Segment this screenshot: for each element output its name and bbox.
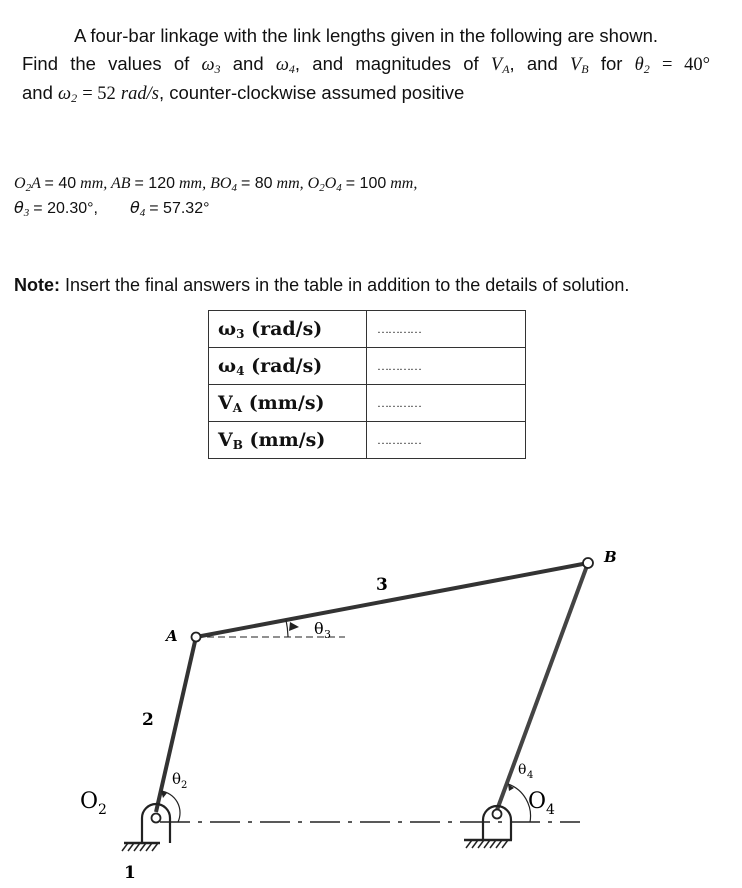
row-symbol: ω bbox=[218, 355, 237, 377]
row-unit: (rad/s) bbox=[251, 355, 323, 377]
label-o4-sub: 4 bbox=[546, 802, 555, 818]
label-theta2 bbox=[172, 770, 187, 791]
va-symbol: $V_A$ bbox=[490, 55, 510, 76]
theta3-value: = 20.30°, bbox=[33, 200, 98, 217]
label-o4-letter: O bbox=[528, 789, 547, 814]
joint-b bbox=[583, 558, 593, 568]
problem-line-1: A four-bar linkage with the link lengths given in the following are shown. bbox=[73, 25, 659, 46]
row-symbol: V bbox=[218, 392, 233, 414]
label-theta4 bbox=[518, 762, 533, 781]
label-a: A bbox=[166, 627, 178, 645]
row-symbol: ω bbox=[218, 318, 237, 340]
omega4-symbol: $\omega_4$ bbox=[275, 55, 295, 76]
row-unit: (rad/s) bbox=[251, 318, 323, 340]
omega4-answer-cell[interactable]: ………… bbox=[367, 348, 526, 385]
label-theta3 bbox=[314, 619, 331, 641]
row-subscript: B bbox=[232, 438, 243, 452]
label-theta3-letter: θ bbox=[314, 619, 324, 638]
o2a-value: = 40 bbox=[44, 175, 77, 192]
row-subscript: 4 bbox=[236, 364, 245, 378]
label-theta4-sub: 4 bbox=[527, 770, 534, 781]
row-subscript: A bbox=[232, 401, 243, 415]
omega2-value: = 52 bbox=[82, 84, 116, 104]
ground-pivot-o2 bbox=[122, 804, 170, 851]
omega3-symbol: $\omega_3$ bbox=[201, 55, 221, 76]
unit-mm: mm bbox=[390, 175, 414, 192]
note-label: Note: bbox=[14, 275, 60, 295]
link-4 bbox=[497, 563, 588, 810]
o2o4-value: = 100 bbox=[345, 175, 387, 192]
ab-value: = 120 bbox=[134, 175, 175, 192]
link-3 bbox=[196, 563, 588, 637]
label-b: B bbox=[604, 548, 617, 566]
link-1-label: 1 bbox=[124, 863, 136, 883]
and-text-2: , and bbox=[509, 53, 558, 74]
vb-symbol: $V_B$ bbox=[569, 55, 589, 76]
label-theta2-letter: θ bbox=[172, 770, 182, 788]
and-text: and bbox=[232, 53, 264, 74]
omega2-symbol: $\omega_2$ bbox=[58, 84, 78, 105]
find-text: Find the values of bbox=[22, 53, 190, 74]
vb-answer-cell[interactable]: ………… bbox=[367, 422, 526, 459]
theta3-arrowhead bbox=[289, 622, 299, 631]
label-theta3-sub: 3 bbox=[324, 628, 331, 641]
label-theta2-sub: 2 bbox=[181, 780, 188, 791]
theta3-arc bbox=[286, 620, 288, 637]
unit-mm: mm bbox=[179, 175, 203, 192]
ground-pivot-o4 bbox=[464, 806, 512, 848]
and-text-3: and bbox=[22, 82, 53, 103]
row-subscript: 3 bbox=[236, 327, 245, 341]
theta4-value: = 57.32° bbox=[149, 200, 210, 217]
label-o4 bbox=[528, 789, 555, 818]
link-3-label: 3 bbox=[376, 575, 388, 595]
bo4-value: = 80 bbox=[240, 175, 273, 192]
magnitudes-text: , and magnitudes of bbox=[294, 53, 479, 74]
row-symbol: V bbox=[218, 429, 233, 451]
unit-mm: mm bbox=[276, 175, 300, 192]
label-o2 bbox=[80, 789, 107, 818]
unit-mm: mm bbox=[80, 175, 104, 192]
note-text: Insert the final answers in the table in addition to the details of solution. bbox=[65, 275, 630, 295]
omega3-answer-cell[interactable]: ………… bbox=[367, 311, 526, 348]
omega2-unit: rad/s bbox=[120, 84, 159, 104]
link-2-label: 2 bbox=[142, 710, 154, 730]
label-o2-letter: O bbox=[80, 789, 99, 814]
for-text: for bbox=[600, 53, 623, 74]
theta2-value: = 40° bbox=[661, 55, 711, 75]
va-answer-cell[interactable]: ………… bbox=[367, 385, 526, 422]
row-unit: (mm/s) bbox=[249, 429, 326, 451]
ccw-text: , counter-clockwise assumed positive bbox=[158, 82, 465, 103]
link-lengths-row: $O_2A = 40$ mm, AB = 120 mm, $BO_4 = 80$ mm, $O_2O_4 = 100$ mm, bbox=[14, 175, 418, 194]
label-o2-sub: 2 bbox=[98, 802, 107, 818]
angles-row: $\theta_3 = 20.30^\circ$, $\theta_4 = 57.32^\circ$ bbox=[14, 198, 210, 219]
row-unit: (mm/s) bbox=[248, 392, 325, 414]
theta2-symbol: $\theta_2$ bbox=[634, 55, 650, 76]
label-theta4-letter: θ bbox=[518, 762, 527, 778]
joint-a bbox=[192, 633, 201, 642]
